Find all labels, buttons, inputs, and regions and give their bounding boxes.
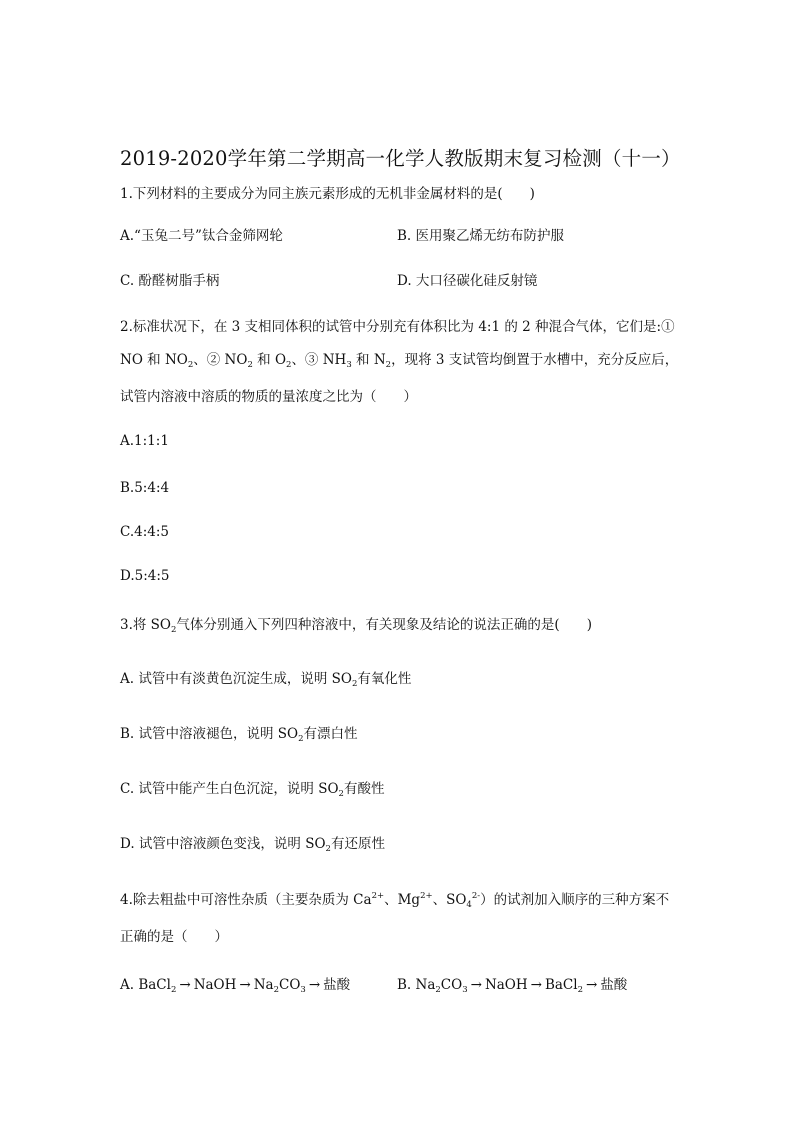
- q2-option-a: A.1:1:1: [120, 433, 169, 449]
- q4-option-a: A. BaCl$_2$ → NaOH → $Na_2CO_3$ → 盐酸: [120, 977, 351, 995]
- q1-option-a: A.“玉兔二号”钛合金筛网轮: [120, 228, 283, 244]
- q3-option-b: B. 试管中溶液褪色，说明 $SO_2$有漂白性: [120, 726, 358, 744]
- q3-option-a: A. 试管中有淡黄色沉淀生成，说明 $SO_2$有氧化性: [120, 671, 412, 689]
- q4-option-b: B. $Na_2CO_3$ → NaOH → BaCl$_2$ → 盐酸: [397, 977, 628, 995]
- q1-option-d: D. 大口径碳化硅反射镜: [397, 273, 538, 289]
- q2-option-b: B.5:4:4: [120, 480, 170, 496]
- q3-option-c: C. 试管中能产生白色沉淀，说明 $SO_2$有酸性: [120, 781, 385, 799]
- q2-option-d: D.5:4:5: [120, 568, 170, 584]
- q1-option-c: C. 酚醛树脂手柄: [120, 273, 220, 289]
- q3-option-d: D. 试管中溶液颜色变浅，说明 $SO_2$有还原性: [120, 836, 385, 854]
- q3-stem: 3.将 $SO_2$气体分别通入下列四种溶液中，有关现象及结论的说法正确的是( ): [120, 617, 592, 635]
- q1-option-b: B. 医用聚乙烯无纺布防护服: [397, 228, 565, 244]
- q2-option-c: C.4:4:5: [120, 524, 170, 540]
- q4-stem-line1: 4.除去粗盐中可溶性杂质（主要杂质为 $Ca^{2+}$、$Mg^{2+}$、$SO_4^{2-}$）的试剂加入顺序的三种方案不: [120, 891, 670, 910]
- q2-stem-line3: 试管内溶液中溶质的物质的量浓度之比为（ ）: [120, 389, 417, 405]
- q1-stem: 1.下列材料的主要成分为同主族元素形成的无机非金属材料的是( ): [120, 186, 535, 202]
- q4-stem-line2: 正确的是（ ）: [120, 929, 228, 945]
- page-title: 2019-2020学年第二学期高一化学人教版期末复习检测（十一）: [120, 147, 681, 170]
- q2-stem-line2: NO 和 $NO_2$、② $NO_2$ 和 $O_2$、③ $NH_3$ 和 $N_2$，现将 3 支试管均倒置于水槽中，充分反应后，: [120, 352, 679, 370]
- q2-stem-line1: 2.标准状况下，在 3 支相同体积的试管中分别充有体积比为 4:1 的 2 种混合气体，它们是:①: [120, 319, 675, 335]
